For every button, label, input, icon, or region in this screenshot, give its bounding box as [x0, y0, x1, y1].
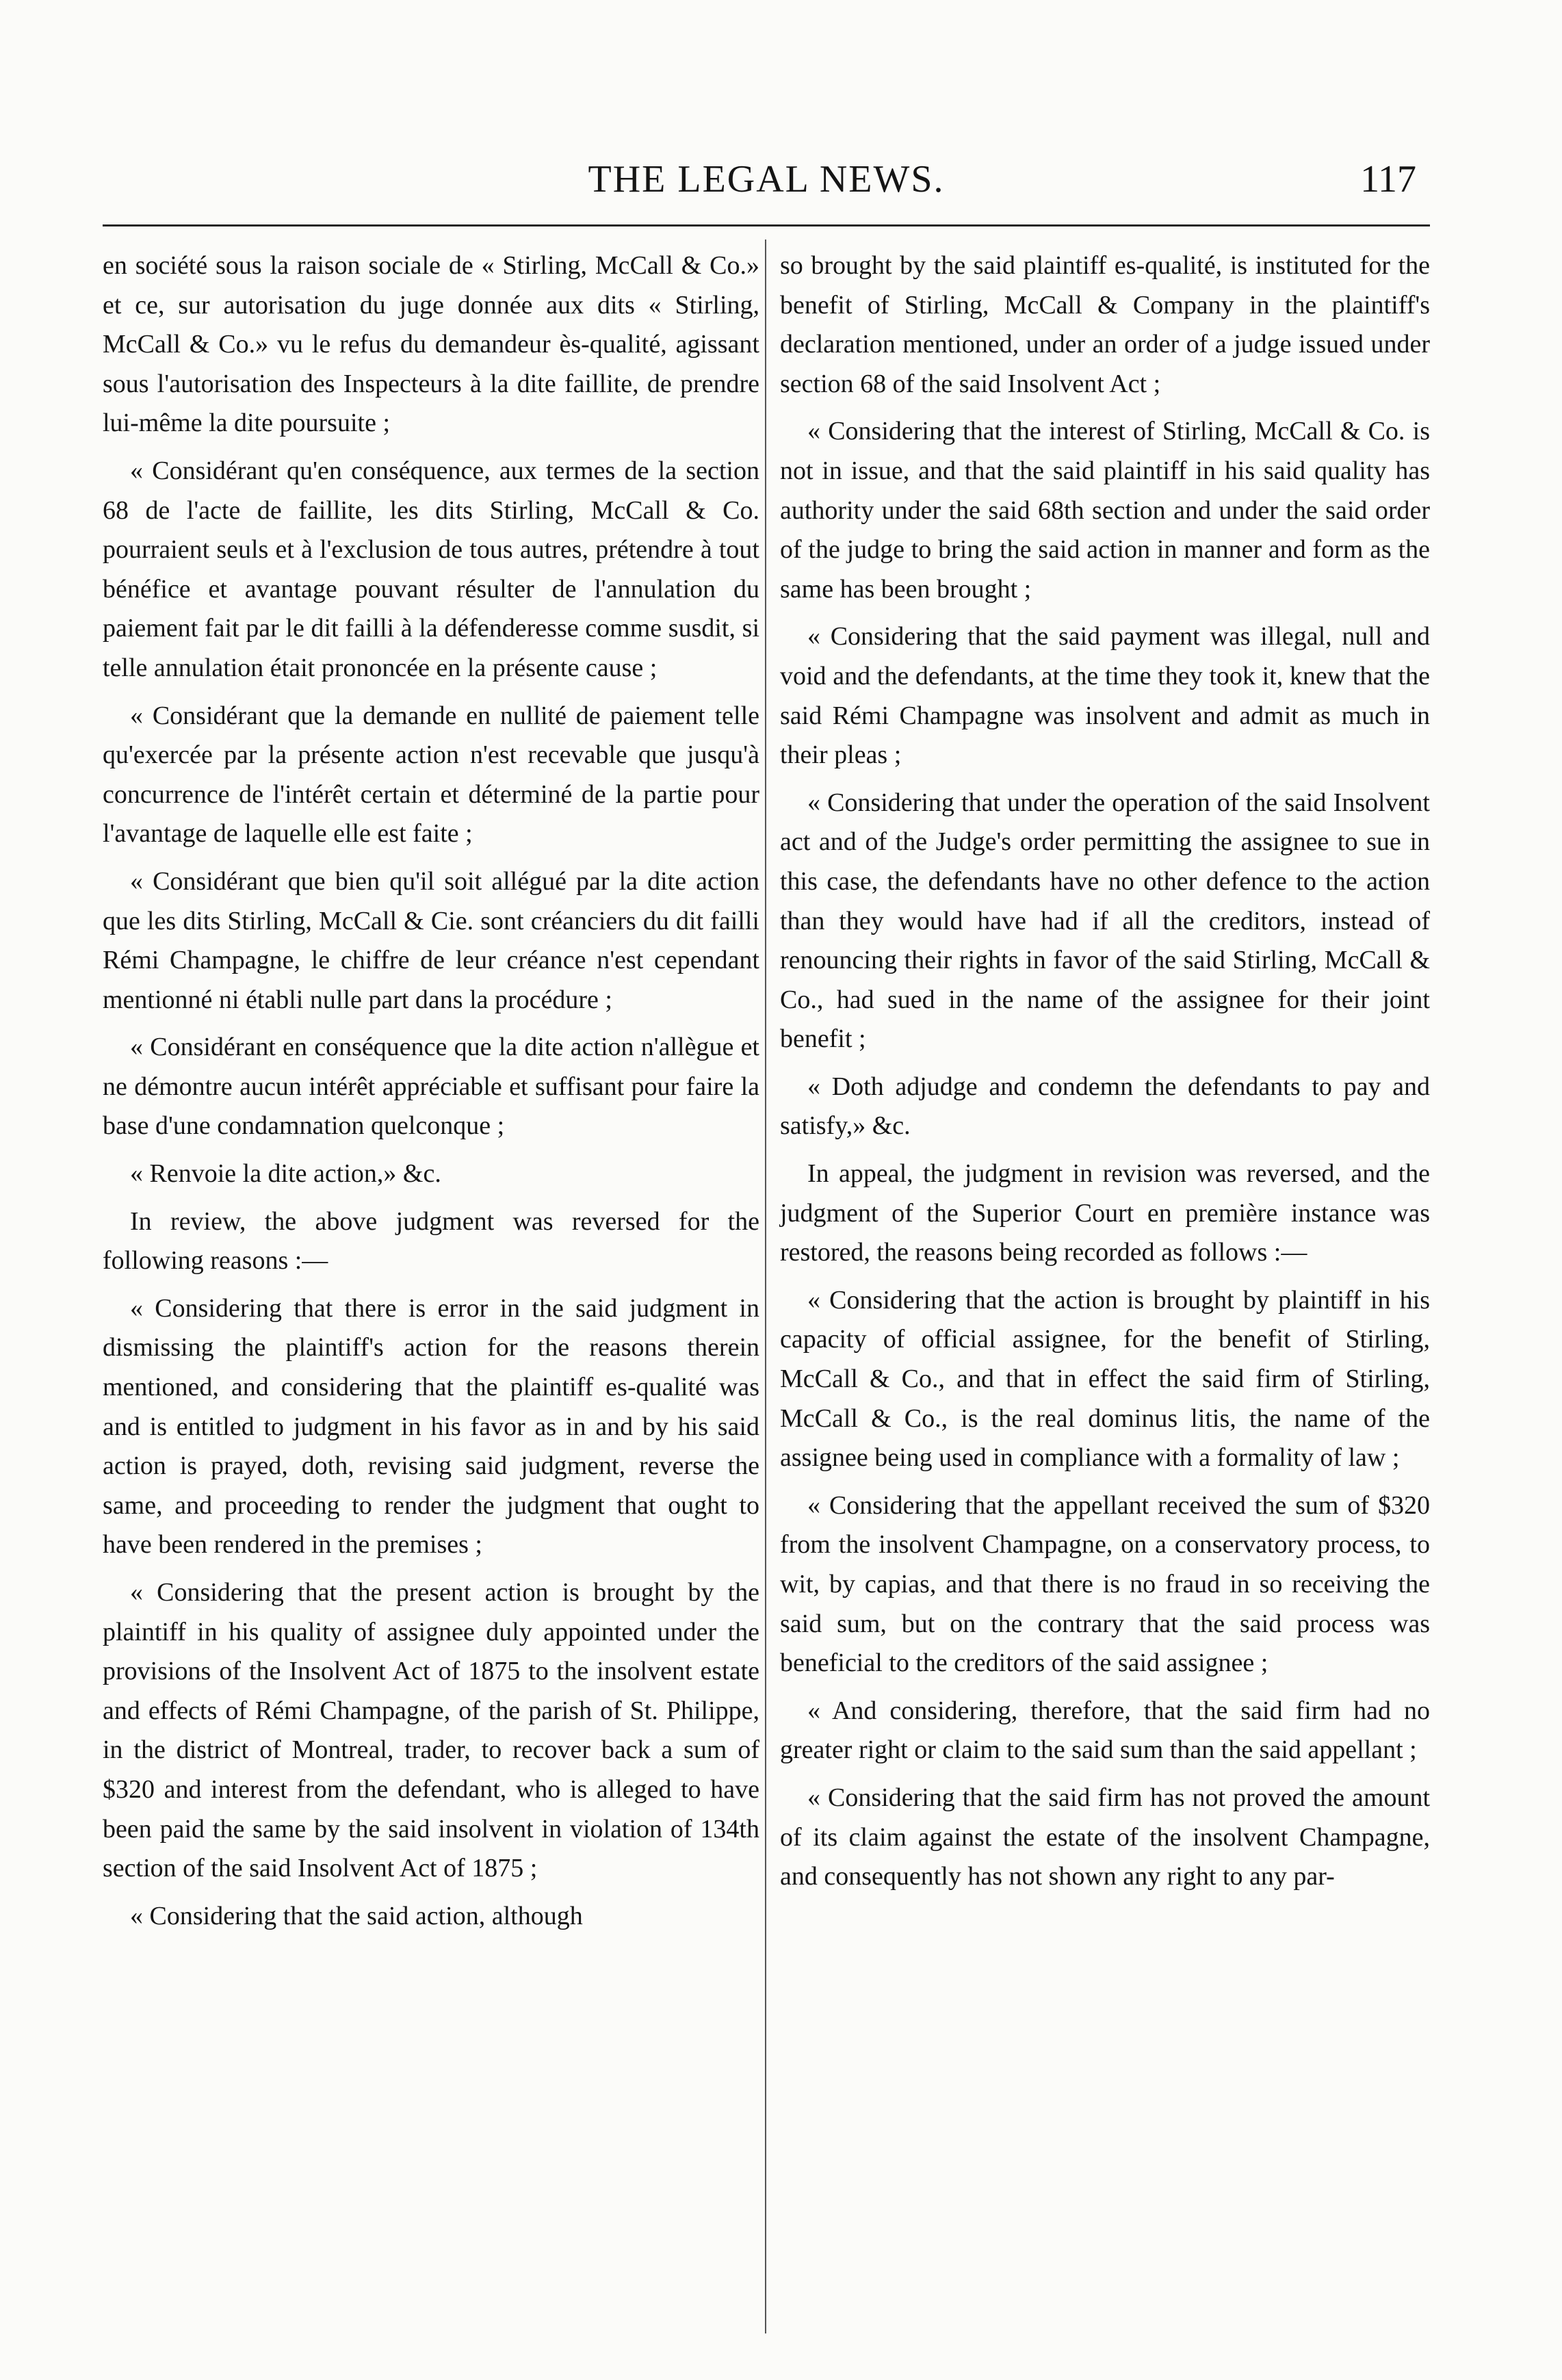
left-column: [103, 246, 759, 1944]
paragraph: « Considering that the said payment was illegal, null and void and the defendants, at the time they took it, knew that the said Rémi Champagne was insolvent and admit as much in their pleas ;: [780, 622, 1430, 770]
paragraph: « Doth adjudge and condemn the defendants to pay and satisfy,» &c.: [780, 1072, 1430, 1141]
paragraph: « Considérant que bien qu'il soit allégué par la dite action que les dits Stirling, McCall & Cie. sont créanciers du dit failli Rémi Champagne, le chiffre de leur créance n'est cependant mentionné ni établi nulle part dans la procédure ;: [103, 866, 759, 1014]
paragraph: « Renvoie la dite action,» &c.: [130, 1159, 441, 1189]
header-rule: [103, 224, 1430, 227]
paragraph: In appeal, the judgment in revision was reversed, and the judgment of the Superior Court en première instance was restored, the reasons being recorded as follows :—: [780, 1159, 1430, 1267]
paragraph: « Considering that the appellant received the sum of $320 from the insolvent Champagne, on a conservatory process, to wit, by capias, and that there is no fraud in so receiving the said sum, but on the contrary that the said process was beneficial to the creditors of the said assignee ;: [780, 1490, 1430, 1678]
paragraph: « And considering, therefore, that the said firm had no greater right or claim to the said sum than the said appellant ;: [780, 1696, 1430, 1765]
column-divider: [765, 240, 766, 2333]
paragraph: « Considérant qu'en conséquence, aux termes de la section 68 de l'acte de faillite, les dits Stirling, McCall & Co. pourraient seuls et à l'exclusion de tous autres, prétendre à tout bénéfice et avantage pouvant résulter de l'annulation du paiement fait par le dit failli à la défenderesse comme susdit, si telle annulation était prononcée en la présente cause ;: [103, 456, 759, 682]
paragraph: « Considering that there is error in the said judgment in dismissing the plaintiff's action for the reasons therein mentioned, and considering that the plaintiff es-qualité was and is entitled to judgment in his favor as in and by his said action is prayed, doth, revising said judgment, reverse the same, and proceeding to render the judgment that ought to have been rendered in the premises ;: [103, 1293, 759, 1560]
paragraph: « Considering that the said firm has not proved the amount of its claim against the estate of the insolvent Champagne, and consequently has not shown any right to any par-: [780, 1783, 1430, 1891]
paragraph: In review, the above judgment was reversed for the following reasons :—: [103, 1206, 759, 1276]
paragraph: « Considérant en conséquence que la dite action n'allègue et ne démontre aucun intérêt appréciable et suffisant pour faire la base d'une condamnation quelconque ;: [103, 1033, 759, 1141]
paragraph: « Considérant que la demande en nullité de paiement telle qu'exercée par la présente action n'est recevable que jusqu'à concurrence de l'intérêt certain et déterminé de la partie pour l'avantage de laquelle elle est faite ;: [103, 701, 759, 849]
paragraph: « Considering that the said action, although: [130, 1901, 583, 1930]
paragraph: « Considering that the action is brought by plaintiff in his capacity of official assignee, for the benefit of Stirling, McCall & Co., and that in effect the said firm of Stirling, McCall & Co., is the real dominus litis, the name of the assignee being used in compliance with a formality of law ;: [780, 1285, 1430, 1473]
paragraph: « Considering that the interest of Stirling, McCall & Co. is not in issue, and that the said plaintiff in his said quality has authority under the said 68th section and under the said order of the judge to bring the said action in manner and form as the same has been brought ;: [780, 417, 1430, 604]
paragraph: « Considering that the present action is brought by the plaintiff in his quality of assignee duly appointed under the provisions of the Insolvent Act of 1875 to the insolvent estate and effects of Rémi Champagne, of the parish of St. Philippe, in the district of Montreal, trader, to recover back a sum of $320 and interest from the defendant, who is alleged to have been paid the same by the said insolvent in violation of 134th section of the said Insolvent Act of 1875 ;: [103, 1578, 759, 1883]
paragraph: en société sous la raison sociale de « Stirling, McCall & Co.» et ce, sur autorisation du juge donnée aux dits « Stirling, McCall & Co.» vu le refus du demandeur ès-qualité, agissant sous l'autorisation des Inspecteurs à la dite faillite, de prendre lui-même la dite poursuite ;: [103, 251, 759, 438]
paragraph: « Considering that under the operation of the said Insolvent act and of the Judge's order permitting the assignee to sue in this case, the defendants have no other defence to the action than they would have had if all the creditors, instead of renouncing their rights in favor of the said Stirling, McCall & Co., had sued in the name of the assignee for their joint benefit ;: [780, 788, 1430, 1054]
running-header: [103, 157, 1430, 219]
page-number: 117: [1360, 158, 1416, 201]
journal-title: THE LEGAL NEWS.: [588, 158, 945, 201]
paragraph: so brought by the said plaintiff es-qualité, is instituted for the benefit of Stirling, McCall & Company in the plaintiff's declaration mentioned, under an order of a judge issued under section 68 of the said Insolvent Act ;: [780, 251, 1430, 398]
right-column: [780, 246, 1430, 1905]
